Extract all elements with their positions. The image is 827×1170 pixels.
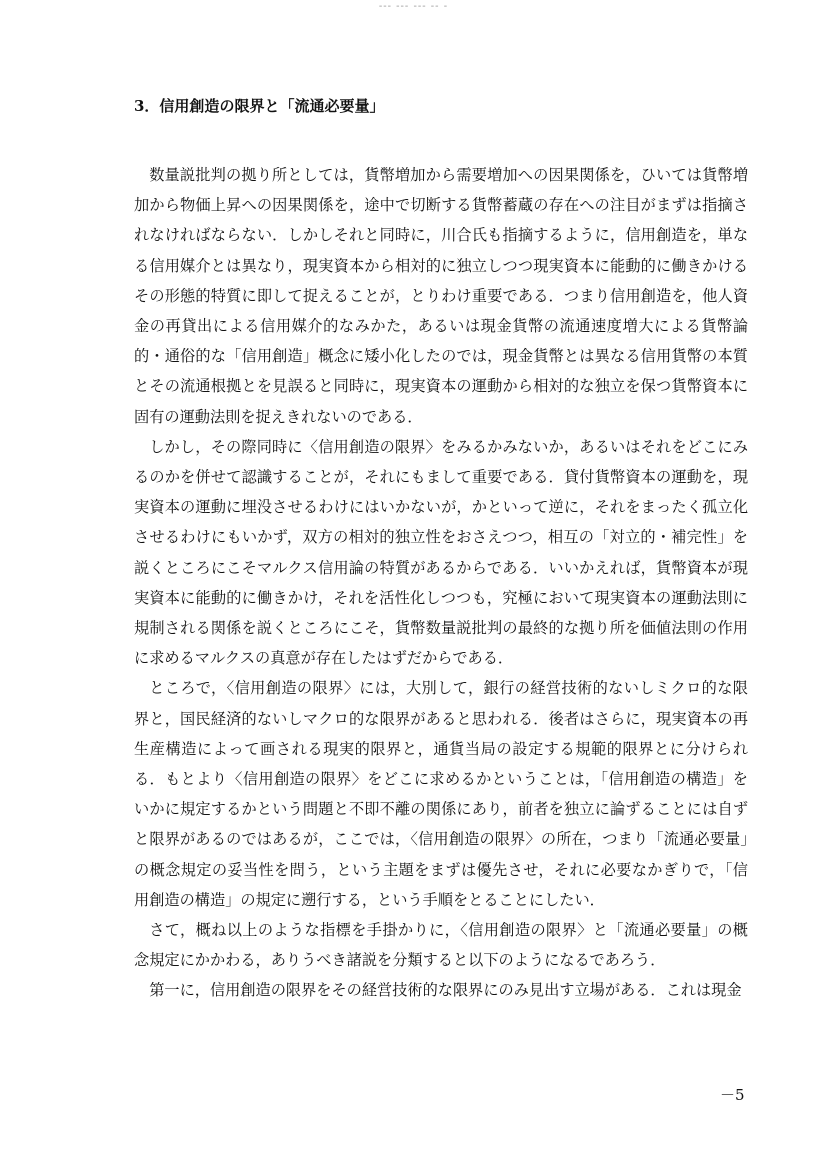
body-text	[134, 160, 748, 1006]
paragraph-4: さて，概ね以上のような指標を手掛かりに，〈信用創造の限界〉と「流通必要量」の概念規定にかかわる，ありうべき諸説を分類すると以下のようになるであろう．	[134, 921, 748, 970]
header-marks: --- --- --- -- -	[378, 1, 449, 12]
paragraph-3: ところで，〈信用創造の限界〉には，大別して，銀行の経営技術的ないしミクロ的な限界と，国民経済的ないしマクロ的な限界があると思われる．後者はさらに，現実資本の再生産構造によって画される現実的限界と，通貨当局の設定する規範的限界とに分けられる．もとより〈信用創造の限界〉をどこに求めるかということは，「信用創造の構造」をいかに規定するかという問題と不即不離の関係にあり，前者を独立に論ずることには自ずと限界があるのではあるが，ここでは，〈信用創造の限界〉の所在，つまり「流通必要量」の概念規定の妥当性を問う，という主題をまずは優先させ，それに必要なかぎりで，「信用創造の構造」の規定に遡行する，という手順をとることにしたい．	[134, 679, 748, 909]
page-number: －5	[720, 1086, 745, 1104]
paragraph-5: 第一に，信用創造の限界をその経営技術的な限界にのみ見出す立場がある．これは現金	[149, 981, 742, 1000]
section-heading: 3．信用創造の限界と「流通必要量」	[134, 97, 385, 115]
paragraph-2: しかし，その際同時に〈信用創造の限界〉をみるかみないか，あるいはそれをどこにみるのかを併せて認識することが，それにもまして重要である．貸付貨幣資本の運動を，現実資本の運動に埋没させるわけにはいかないが，かといって逆に，それをまったく孤立化させるわけにもいかず，双方の相対的独立性をおさえつつ，相互の「対立的・補完性」を説くところにこそマルクス信用論の特質があるからである．いいかえれば，貨幣資本が現実資本に能動的に働きかけ，それを活性化しつつも，究極において現実資本の運動法則に規制される関係を説くところにこそ，貨幣数量説批判の最終的な拠り所を価値法則の作用に求めるマルクスの真意が存在したはずだからである．	[134, 437, 748, 668]
paragraph-1: 数量説批判の拠り所としては，貨幣増加から需要増加への因果関係を，ひいては貨幣増加から物価上昇への因果関係を，途中で切断する貨幣蓄蔵の存在への注目がまずは指摘されなければならない．しかしそれと同時に，川合氏も指摘するように，信用創造を，単なる信用媒介とは異なり，現実資本から相対的に独立しつつ現実資本に能動的に働きかけるその形態的特質に即して捉えることが，とりわけ重要である．つまり信用創造を，他人資金の再貸出による信用媒介的なみかた，あるいは現金貨幣の流通速度増大による貨幣論的・通俗的な「信用創造」概念に矮小化したのでは，現金貨幣とは異なる信用貨幣の本質とその流通根拠とを見誤ると同時に，現実資本の運動から相対的な独立を保つ貨幣資本に固有の運動法則を捉えきれないのである．	[134, 166, 748, 426]
